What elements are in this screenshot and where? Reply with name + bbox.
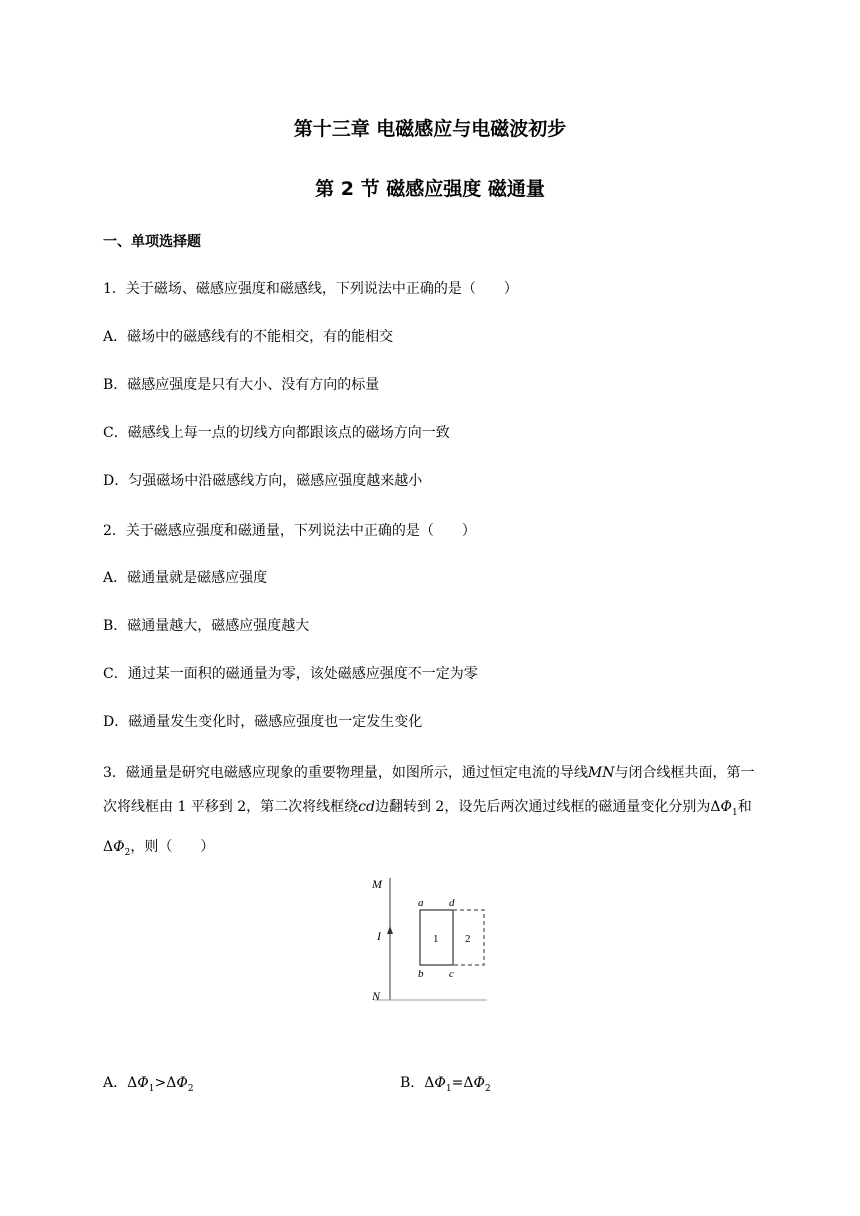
label-n: N bbox=[372, 989, 381, 1003]
q3-stem: 3．磁通量是研究电磁感应现象的重要物理量，如图所示，通过恒定电流的导线MN与闭合线框共面，第一次将线框由 1 平移到 2，第二次将线框绕cd边翻转到 2，设先后两次通过线框的磁通量变化分别为$\Delta\Phi_1$和$\Delta\Phi_2$，则（ ） bbox=[103, 765, 755, 858]
chapter-title: 第十三章 电磁感应与电磁波初步 bbox=[293, 118, 567, 140]
q2-stem: 2．关于磁感应强度和磁通量，下列说法中正确的是（ ） bbox=[103, 523, 476, 539]
label-a: a bbox=[418, 897, 424, 909]
label-box-2: 2 bbox=[465, 933, 471, 945]
q3-option-b: B．$\Delta\Phi_1=\Delta\Phi_2$ bbox=[400, 1075, 491, 1094]
q2-option-c: C．通过某一面积的磁通量为零，该处磁感应强度不一定为零 bbox=[103, 666, 478, 682]
q1-option-d: D．匀强磁场中沿磁感线方向，磁感应强度越来越小 bbox=[103, 473, 423, 489]
q1-option-b: B．磁感应强度是只有大小、没有方向的标量 bbox=[103, 377, 380, 393]
label-d: d bbox=[449, 897, 455, 909]
q1-stem: 1．关于磁场、磁感应强度和磁感线，下列说法中正确的是（ ） bbox=[103, 281, 518, 297]
q2-option-a: A．磁通量就是磁感应强度 bbox=[103, 570, 268, 586]
q1-option-c: C．磁感线上每一点的切线方向都跟该点的磁场方向一致 bbox=[103, 425, 450, 441]
label-m: M bbox=[372, 877, 382, 891]
label-c: c bbox=[449, 968, 454, 980]
section-title: 第 2 节 磁感应强度 磁通量 bbox=[315, 178, 545, 200]
q1-option-a: A．磁场中的磁感线有的不能相交，有的能相交 bbox=[103, 329, 394, 345]
q2-option-b: B．磁通量越大，磁感应强度越大 bbox=[103, 618, 310, 634]
q2-option-d: D．磁通量发生变化时，磁感应强度也一定发生变化 bbox=[103, 714, 423, 730]
q3-figure bbox=[365, 870, 495, 1005]
q3-option-a: A．$\Delta\Phi_1>\Delta\Phi_2$ bbox=[103, 1075, 194, 1094]
label-i: I bbox=[377, 929, 381, 943]
section-heading: 一、单项选择题 bbox=[103, 234, 201, 250]
label-b: b bbox=[418, 968, 424, 980]
label-box-1: 1 bbox=[433, 933, 439, 945]
